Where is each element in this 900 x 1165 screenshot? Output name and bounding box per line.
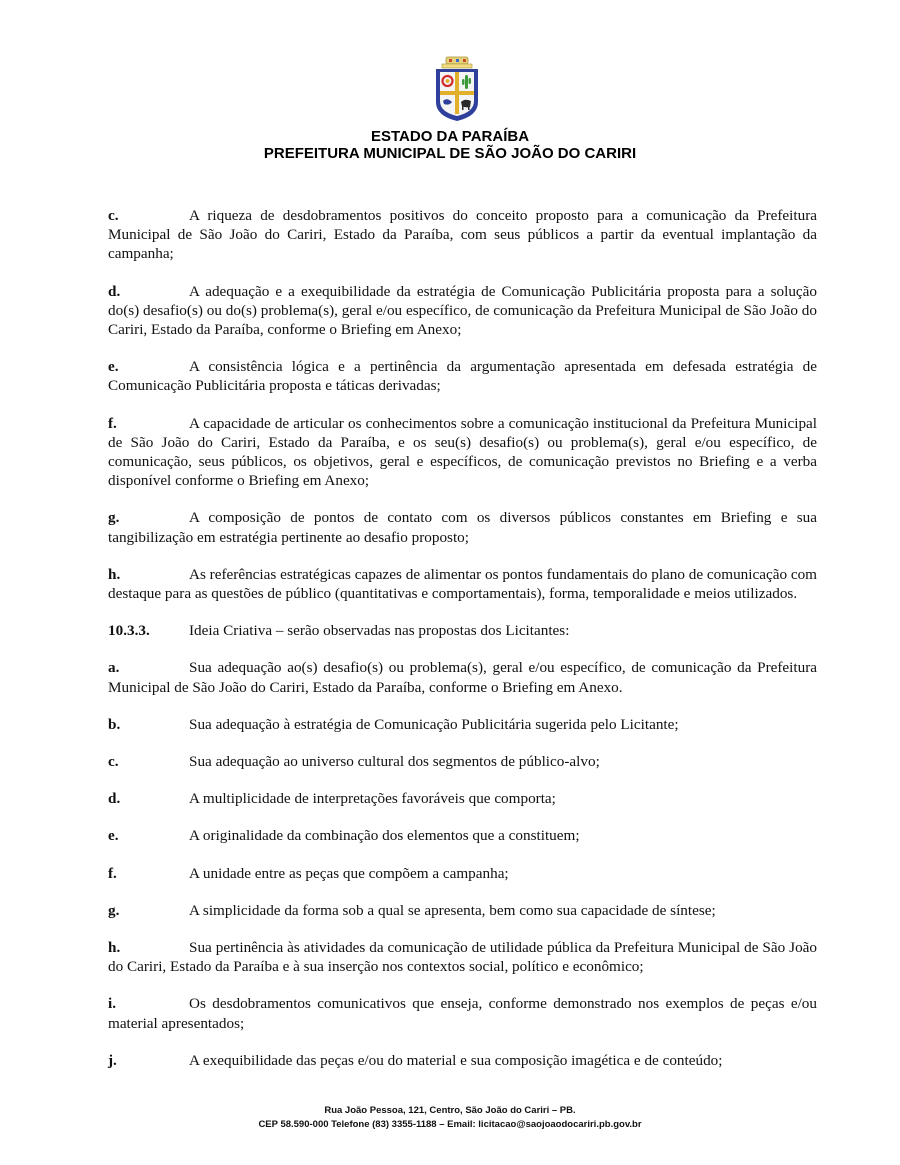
list-item — [108, 1051, 817, 1070]
item-text: Sua adequação à estratégia de Comunicação Publicitária sugerida pelo Licitante; — [189, 715, 679, 733]
item-marker: c. — [108, 753, 119, 771]
item-text: A adequação e a exequibilidade da estratégia de Comunicação Publicitária proposta para a solução do(s) desafio(s) ou do(s) problema(s), geral e/ou específico, de comunicação da Prefeitura Municipal de São João do Cariri, Estado da Paraíba, conforme o Briefing em Anexo; — [108, 282, 817, 339]
section-number: 10.3.3. — [108, 622, 150, 640]
list-item — [108, 994, 817, 1032]
item-marker: h. — [108, 565, 121, 583]
item-marker: g. — [108, 901, 120, 919]
list-item — [108, 789, 817, 808]
item-marker: c. — [108, 207, 119, 224]
item-text: A unidade entre as peças que compõem a campanha; — [189, 864, 509, 882]
item-text: A riqueza de desdobramentos positivos do conceito proposto para a comunicação da Prefeitura Municipal de São João do Cariri, Estado da Paraíba, com seus públicos a partir da eventual implantação da campanha; — [108, 207, 817, 263]
list-item — [108, 206, 817, 264]
list-item — [108, 565, 817, 603]
item-text: A composição de pontos de contato com os diversos públicos constantes em Briefing e sua tangibilização em estratégia pertinente ao desafio proposto; — [108, 509, 817, 546]
item-marker: f. — [108, 414, 117, 432]
municipality-title: PREFEITURA MUNICIPAL DE SÃO JOÃO DO CARIRI — [263, 145, 637, 162]
item-marker: g. — [108, 509, 120, 527]
document-header — [0, 128, 900, 162]
item-marker: f. — [108, 864, 117, 882]
item-text: Os desdobramentos comunicativos que enseja, conforme demonstrado nos exemplos de peças e/ou material apresentados; — [108, 995, 817, 1032]
item-marker: h. — [108, 939, 121, 957]
item-marker: j. — [108, 1051, 117, 1069]
document-body — [108, 206, 817, 1088]
item-marker: b. — [108, 715, 121, 733]
footer-contact: CEP 58.590-000 Telefone (83) 3355-1188 – Email: licitacao@saojoaodocariri.pb.gov.br — [258, 1119, 642, 1130]
state-title: ESTADO DA PARAÍBA — [370, 128, 530, 145]
item-marker: e. — [108, 358, 119, 376]
item-text: A multiplicidade de interpretações favoráveis que comporta; — [189, 790, 556, 808]
item-marker: e. — [108, 827, 119, 845]
list-item — [108, 864, 817, 883]
item-text: A originalidade da combinação dos elementos que a constituem; — [189, 827, 580, 845]
list-item — [108, 658, 817, 696]
footer-address: Rua João Pessoa, 121, Centro, São João do Cariri – PB. — [324, 1105, 576, 1116]
item-marker: d. — [108, 790, 121, 808]
municipal-coat-of-arms-icon — [432, 56, 482, 122]
item-text: A exequibilidade das peças e/ou do material e sua composição imagética e de conteúdo; — [189, 1051, 723, 1069]
item-text: Sua pertinência às atividades da comunicação de utilidade pública da Prefeitura Municipal de São João do Cariri, Estado da Paraíba e à sua inserção nos contextos social, político e econômico; — [108, 939, 817, 976]
list-item — [108, 901, 817, 920]
item-marker: a. — [108, 659, 120, 677]
list-item — [108, 938, 817, 976]
item-text: A simplicidade da forma sob a qual se apresenta, bem como sua capacidade de síntese; — [189, 901, 716, 919]
document-footer — [0, 1104, 900, 1132]
item-text: A consistência lógica e a pertinência da argumentação apresentada em defesada estratégia de Comunicação Publicitária proposta e táticas derivadas; — [108, 358, 817, 395]
item-text: As referências estratégicas capazes de alimentar os pontos fundamentais do plano de comunicação com destaque para as questões de público (quantitativas e comportamentais), forma, temporalidade e meios utilizados. — [108, 565, 817, 603]
section-heading — [108, 621, 817, 640]
list-item — [108, 752, 817, 771]
item-text: Sua adequação ao(s) desafio(s) ou problema(s), geral e/ou específico, de comunicação da Prefeitura Municipal de São João do Cariri, Estado da Paraíba, conforme o Briefing em Anexo. — [108, 659, 817, 696]
item-marker: d. — [108, 282, 121, 300]
list-item — [108, 282, 817, 340]
item-text: A capacidade de articular os conhecimentos sobre a comunicação institucional da Prefeitura Municipal de São João do Cariri, Estado da Paraíba, e os seu(s) desafio(s) ou problema(s), geral e/ou específico, de comunicação, seus públicos, os objetivos, geral e específicos, de comunicação previstos no Briefing e a verba disponível conforme o Briefing em Anexo; — [108, 414, 817, 490]
list-item — [108, 357, 817, 395]
list-item — [108, 826, 817, 845]
list-item — [108, 715, 817, 734]
section-text: Ideia Criativa – serão observadas nas propostas dos Licitantes: — [189, 622, 570, 640]
item-text: Sua adequação ao universo cultural dos segmentos de público-alvo; — [189, 753, 600, 771]
list-item — [108, 508, 817, 546]
list-item — [108, 414, 817, 491]
item-marker: i. — [108, 995, 117, 1013]
